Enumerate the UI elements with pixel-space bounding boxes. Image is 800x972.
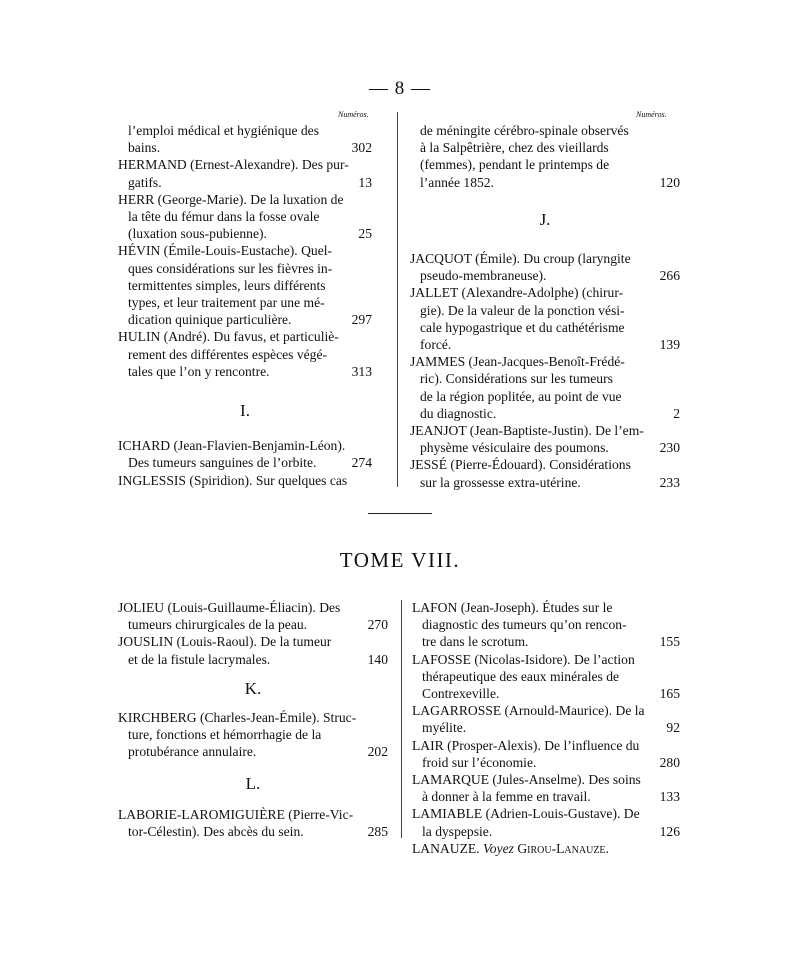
top-right-column: [410, 122, 680, 491]
entry-line: l’année 1852.: [420, 174, 494, 190]
bottom-right-column: [412, 599, 680, 857]
entry-line: du diagnostic.: [420, 405, 497, 421]
index-entry: [410, 250, 680, 284]
section-letter-i: I.: [240, 401, 250, 421]
entry-number: 126: [659, 823, 680, 839]
entry-number: 165: [659, 686, 680, 702]
entry-number: 233: [659, 474, 680, 490]
entry-line: LAFON (Jean-Joseph). Études sur le: [412, 600, 613, 615]
entry-line: termittentes simples, leurs différents: [128, 277, 326, 293]
entry-line: de la région poplitée, au point de vue: [420, 388, 622, 404]
entry-number: 313: [351, 363, 372, 379]
entry-line: LAIR (Prosper-Alexis). De l’influence du: [412, 737, 640, 753]
entry-line: de méningite cérébro-spinale observés: [420, 123, 629, 138]
entry-line: ric). Considérations sur les tumeurs: [420, 371, 613, 387]
entry-line: sur la grossesse extra-utérine.: [420, 474, 581, 490]
entry-number: 120: [659, 174, 680, 190]
index-entry: [118, 437, 372, 471]
entry-number: 92: [666, 720, 680, 736]
entry-line: Contrexeville.: [422, 686, 500, 702]
column-divider-lower: [401, 600, 402, 838]
index-entry: [412, 771, 680, 805]
entry-line: LAMIABLE (Adrien-Louis-Gustave). De: [412, 806, 640, 822]
index-entry: [118, 633, 388, 667]
entries-group: [118, 437, 372, 489]
entry-line: tumeurs chirurgicales de la peau.: [128, 617, 308, 633]
entry-line: froid sur l’économie.: [422, 754, 537, 770]
entry-line: INGLESSIS (Spiridion). Sur quelques cas: [118, 472, 348, 488]
entry-line: la dyspepsie.: [422, 823, 493, 839]
entry-line: HULIN (André). Du favus, et particuliè-: [118, 329, 339, 345]
entry-line: LAFOSSE (Nicolas-Isidore). De l’action: [412, 651, 635, 667]
entry-line: physème vésiculaire des poumons.: [420, 440, 609, 456]
entry-line: ture, fonctions et hémorrhagie de la: [128, 727, 322, 743]
index-entry: [412, 737, 680, 771]
index-entry: [412, 805, 680, 839]
index-entry: [118, 242, 372, 328]
separator-rule: [368, 513, 432, 514]
entry-line: HERR (George-Marie). De la luxation de: [118, 191, 344, 207]
entry-number: 270: [367, 617, 388, 633]
entry-line: JAMMES (Jean-Jacques-Benoît-Frédé-: [410, 354, 625, 370]
entry-line: ques considérations sur les fièvres in-: [128, 260, 333, 276]
index-entry: [410, 422, 680, 456]
entry-name: LANAUZE.: [412, 840, 480, 856]
index-entry: [118, 122, 372, 156]
entry-line: tor-Célestin). Des abcès du sein.: [128, 824, 304, 840]
entry-number: 266: [659, 268, 680, 284]
index-entry: [118, 709, 388, 761]
top-left-column: [118, 122, 372, 489]
entry-line: ICHARD (Jean-Flavien-Benjamin-Léon).: [118, 438, 346, 454]
entry-line: rement des différentes espèces végé-: [128, 346, 328, 362]
entry-line: gatifs.: [128, 174, 162, 190]
index-entry: [118, 191, 372, 243]
entry-number: 274: [351, 455, 372, 471]
entry-line: JEANJOT (Jean-Baptiste-Justin). De l’em-: [410, 423, 644, 439]
index-entry-lanauze: [412, 840, 680, 857]
index-entry: [410, 456, 680, 490]
section-letter-l: L.: [245, 773, 261, 793]
index-entry: [118, 156, 372, 190]
numeros-label-left: Numéros.: [338, 110, 369, 119]
entry-line: types, et leur traitement par une mé-: [128, 295, 325, 311]
entry-line: protubérance annulaire.: [128, 744, 257, 760]
entry-number: 139: [659, 337, 680, 353]
entries-group: [410, 250, 680, 491]
entry-number: 297: [351, 312, 372, 328]
entry-line: LAGARROSSE (Arnould-Maurice). De la: [412, 703, 645, 719]
page-number: — 8 —: [369, 78, 431, 99]
entry-line: JESSÉ (Pierre-Édouard). Considérations: [410, 457, 631, 473]
entry-number: 302: [351, 140, 372, 156]
entry-line: cale hypogastrique et du cathétérisme: [420, 319, 625, 335]
index-entry: [412, 702, 680, 736]
entry-line: thérapeutique des eaux minérales de: [422, 668, 620, 684]
entry-line: KIRCHBERG (Charles-Jean-Émile). Struc-: [118, 710, 357, 726]
index-entry: [412, 599, 680, 651]
entry-line: à la Salpêtrière, chez des vieillards: [420, 140, 609, 156]
entry-line: diagnostic des tumeurs qu’on rencon-: [422, 617, 627, 633]
entry-number: 230: [659, 440, 680, 456]
index-entry: [410, 122, 680, 191]
cross-reference: Girou-Lanauze.: [517, 840, 609, 856]
index-entry: [118, 806, 388, 840]
entry-line: JOLIEU (Louis-Guillaume-Éliacin). Des: [118, 600, 341, 615]
index-entry: [410, 284, 680, 353]
entry-number: 202: [367, 744, 388, 760]
entry-number: 285: [367, 824, 388, 840]
entry-line: pseudo-membraneuse).: [420, 268, 547, 284]
entries-group: [412, 599, 680, 840]
entry-line: JOUSLIN (Louis-Raoul). De la tumeur: [118, 634, 332, 650]
entry-number: 133: [659, 789, 680, 805]
entry-line: JACQUOT (Émile). Du croup (laryngite: [410, 251, 631, 267]
entry-line: à donner à la femme en travail.: [422, 789, 591, 805]
entry-line: JALLET (Alexandre-Adolphe) (chirur-: [410, 285, 624, 301]
bottom-left-column: [118, 599, 388, 840]
entry-line: LAMARQUE (Jules-Anselme). Des soins: [412, 772, 641, 788]
entries-group: [118, 122, 372, 380]
section-letter-j: J.: [539, 209, 551, 229]
entry-number: 140: [367, 651, 388, 667]
entry-line: HERMAND (Ernest-Alexandre). Des pur-: [118, 157, 349, 173]
entry-line: tre dans le scrotum.: [422, 634, 529, 650]
voyez-label: Voyez: [482, 840, 514, 856]
entry-line: forcé.: [420, 337, 452, 353]
entry-line: et de la fistule lacrymales.: [128, 651, 271, 667]
numeros-label-right: Numéros.: [636, 110, 667, 119]
entries-group: [410, 122, 680, 191]
entry-number: 25: [358, 226, 372, 242]
entry-line: gie). De la valeur de la ponction vési-: [420, 302, 625, 318]
column-divider: [397, 112, 398, 487]
entries-group: [118, 806, 388, 840]
entry-line: l’emploi médical et hygiénique des: [128, 123, 320, 138]
entry-line: la tête du fémur dans la fosse ovale: [128, 209, 320, 225]
entry-number: 155: [659, 634, 680, 650]
entry-number: 13: [358, 174, 372, 190]
entries-group: [118, 599, 388, 668]
entry-line: (femmes), pendant le printemps de: [420, 157, 610, 173]
entry-line: tales que l’on y rencontre.: [128, 363, 270, 379]
entry-line: (luxation sous-pubienne).: [128, 226, 267, 242]
entry-line: LABORIE-LAROMIGUIÈRE (Pierre-Vic-: [118, 806, 354, 822]
entries-group: [118, 709, 388, 761]
entry-line: HÉVIN (Émile-Louis-Eustache). Quel-: [118, 243, 333, 259]
entry-line: Des tumeurs sanguines de l’orbite.: [128, 455, 317, 471]
index-entry: [118, 472, 372, 489]
entry-number: 2: [673, 405, 680, 421]
index-entry: [412, 651, 680, 703]
index-entry: [410, 353, 680, 422]
section-letter-k: K.: [244, 678, 262, 698]
index-entry: [118, 328, 372, 380]
entry-line: myélite.: [422, 720, 467, 736]
tome-title: TOME VIII.: [339, 548, 461, 572]
entry-number: 280: [659, 754, 680, 770]
entry-line: dication quinique particulière.: [128, 312, 292, 328]
entry-line: bains.: [128, 140, 161, 156]
index-entry: [118, 599, 388, 633]
